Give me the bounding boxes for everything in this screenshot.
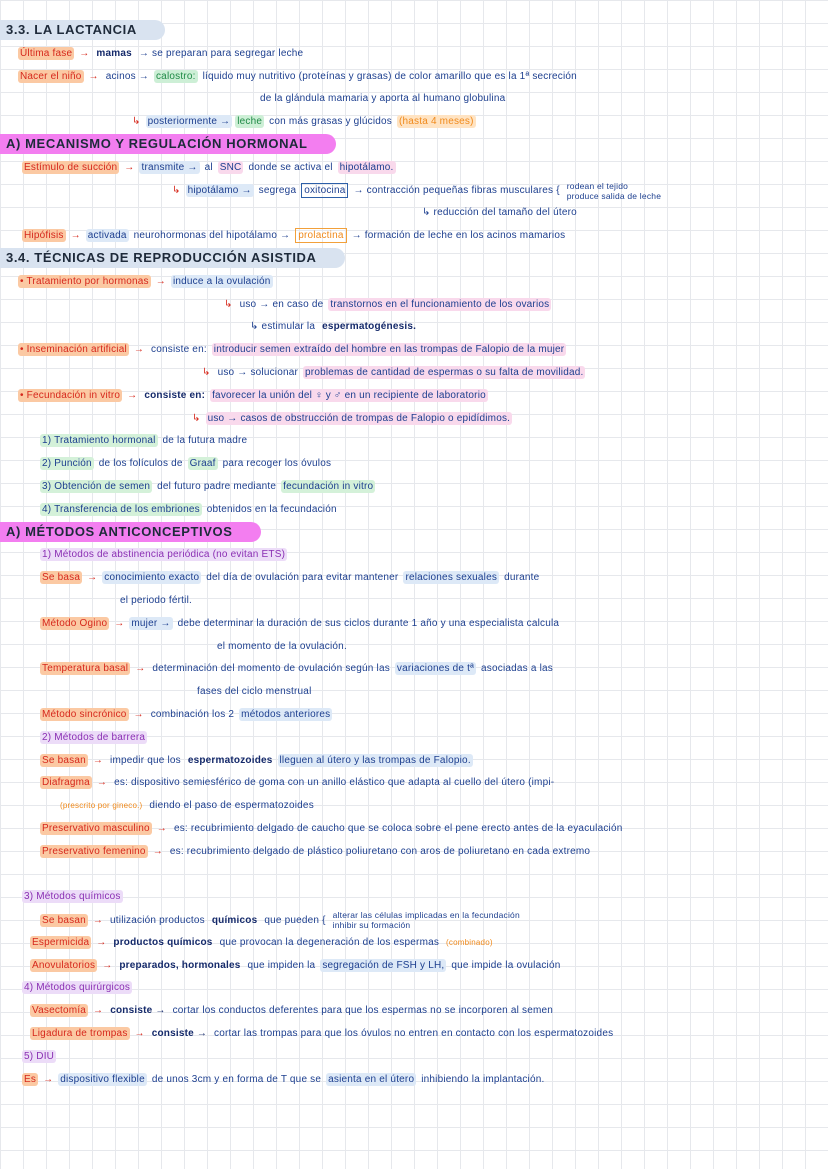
arrow-icon: ↳ [224, 298, 233, 310]
note-line [0, 271, 828, 294]
note-text: transmite → [141, 161, 198, 173]
note-text: utilización productos [110, 914, 205, 926]
note-line [0, 886, 828, 909]
note-text: uso → casos de obstrucción de trompas de Falopio o epidídimos. [207, 412, 511, 424]
note-text: acinos → [105, 70, 149, 82]
note-line [0, 111, 828, 134]
arrow-icon: ↳ [192, 412, 201, 424]
note-line [0, 66, 828, 89]
key-term: Nacer el niño [20, 70, 82, 82]
note-text: transtornos en el funcionamiento de los ovarios [330, 298, 550, 310]
note-line [0, 750, 828, 773]
arrow-icon: → [133, 344, 145, 356]
arrow-icon: → [114, 617, 125, 629]
note-text: consiste → [151, 1028, 208, 1040]
note-text: de unos 3cm y en forma de T que se [151, 1073, 322, 1085]
arrow-icon: → [127, 389, 138, 401]
note-text: del día de ovulación para evitar mantener [206, 572, 399, 584]
note-line [0, 863, 828, 886]
arrow-icon: → [102, 959, 113, 971]
arrow-icon: → [96, 936, 107, 948]
note-line [0, 704, 828, 727]
section-heading-text: A) MÉTODOS ANTICONCEPTIVOS [0, 522, 261, 542]
note-line [0, 727, 828, 750]
note-text: variaciones de tª [396, 663, 475, 675]
key-term: • Inseminación artificial [20, 344, 127, 356]
key-term: Método sincrónico [42, 708, 127, 720]
note-text: fecundación in vitro [283, 480, 374, 492]
key-term: Vasectomía [32, 1005, 87, 1017]
note-text: ↳ reducción del tamaño del útero [422, 207, 577, 219]
key-term: Hipófisis [24, 230, 64, 242]
arrow-icon: → [134, 1028, 145, 1040]
subsection-title: 4) Métodos quirúrgicos [24, 982, 131, 994]
note-text: consiste en: [151, 344, 207, 356]
key-term: Última fase [20, 47, 73, 59]
note-text: métodos anteriores [241, 708, 331, 720]
note-line [0, 1000, 828, 1023]
note-line [0, 590, 828, 613]
note-line [0, 88, 828, 111]
key-term: Se basa [42, 572, 81, 584]
key-term: Método Ogino [42, 617, 108, 629]
note-line [0, 362, 828, 385]
arrow-icon: → [152, 845, 163, 857]
note-text: Graaf [189, 458, 216, 470]
note-text: consiste → [110, 1005, 166, 1017]
note-text: hipotálamo. [339, 161, 394, 173]
key-term: • Tratamiento por hormonas [20, 275, 149, 287]
note-line [0, 294, 828, 317]
note-text: durante [504, 572, 540, 584]
key-term: Preservativo femenino [42, 845, 146, 857]
key-term: Estímulo de succión [24, 161, 118, 173]
note-text: (hasta 4 meses) [398, 116, 474, 128]
note-line [0, 841, 828, 864]
note-text: con más grasas y glúcidos [269, 116, 392, 128]
key-term: Se basan [42, 754, 86, 766]
section-heading [0, 522, 828, 545]
note-text: del futuro padre mediante [157, 480, 277, 492]
note-text: 2) Punción [42, 458, 92, 470]
note-text: asienta en el útero [328, 1073, 415, 1085]
subsection-title: 2) Métodos de barrera [42, 731, 146, 743]
section-heading [0, 248, 828, 271]
note-text: que impide la ovulación [451, 959, 561, 971]
note-text: líquido muy nutritivo (proteínas y grasas) de color amarillo que es la 1ª secreción [202, 70, 577, 82]
note-text: químicos [211, 914, 258, 926]
note-text: conocimiento exacto [104, 572, 200, 584]
note-text: fases del ciclo menstrual [197, 686, 312, 698]
note-text: impedir que los [110, 754, 181, 766]
note-text: favorecer la unión del ♀ y ♂ en un recipiente de laboratorio [212, 389, 486, 401]
note-line [0, 909, 828, 932]
note-text: para recoger los óvulos [222, 458, 332, 470]
note-text: inhibiendo la implantación. [421, 1073, 545, 1085]
note-line [0, 795, 828, 818]
note-text: segregación de FSH y LH, [322, 959, 445, 971]
note-text: que provocan la degeneración de los espermas [219, 936, 440, 948]
note-text: de la futura madre [162, 435, 248, 447]
arrow-icon: → [93, 1005, 104, 1017]
note-text: cortar las trompas para que los óvulos no entren en contacto con los espermatozoides [214, 1028, 614, 1040]
note-line [0, 681, 828, 704]
note-text: de la glándula mamaria y aporta al humano globulina [260, 93, 506, 105]
boxed-term: prolactina [295, 228, 346, 243]
section-heading-text: A) MECANISMO Y REGULACIÓN HORMONAL [0, 134, 336, 154]
subsection-title: 5) DIU [24, 1050, 55, 1062]
arrow-icon: → [135, 663, 146, 675]
note-line [0, 202, 828, 225]
note-line [0, 316, 828, 339]
note-text: es: dispositivo semiesférico de goma con un anillo elástico que adapta al cuello del útero (impi- [114, 777, 555, 789]
note-text: introducir semen extraído del hombre en las trompas de Falopio de la mujer [213, 344, 565, 356]
key-term: Preservativo masculino [42, 822, 150, 834]
note-text: → se preparan para segregar leche [138, 47, 304, 59]
note-text: de los folículos de [98, 458, 183, 470]
note-text: calostro: [155, 70, 196, 82]
arrow-icon: ↳ [132, 116, 141, 128]
note-text: productos químicos [113, 936, 213, 948]
note-text: mujer → [131, 617, 171, 629]
key-term: Diafragma [42, 777, 90, 789]
note-text: espermatozoides [187, 754, 273, 766]
note-line [0, 430, 828, 453]
note-line [0, 43, 828, 66]
note-line [0, 476, 828, 499]
note-line [0, 567, 828, 590]
annotation: (combinado) [446, 937, 493, 947]
note-text: → contracción pequeñas fibras musculares { [353, 185, 560, 197]
note-line [0, 499, 828, 522]
arrow-icon: → [70, 230, 81, 242]
note-text: uso → solucionar [217, 366, 299, 378]
note-text: preparados, hormonales [119, 959, 241, 971]
note-line [0, 180, 828, 203]
key-term: Espermicida [32, 936, 90, 948]
arrow-icon: ↳ [172, 185, 181, 197]
section-heading-text: 3.4. TÉCNICAS DE REPRODUCCIÓN ASISTIDA [0, 248, 345, 268]
note-text: el periodo fértil. [120, 594, 192, 606]
note-line [0, 977, 828, 1000]
note-text: relaciones sexuales [405, 572, 498, 584]
arrow-icon: → [155, 275, 166, 287]
note-text: SNC [219, 161, 242, 173]
annotation: (prescrito por gineco.) [60, 801, 143, 811]
note-line [0, 408, 828, 431]
section-heading [0, 134, 828, 157]
note-text: leche [237, 116, 263, 128]
arrow-icon: → [156, 822, 167, 834]
note-line [0, 818, 828, 841]
arrow-icon: → [43, 1073, 54, 1085]
brace-options: rodean el tejido produce salida de leche [566, 180, 662, 201]
arrow-icon: → [96, 777, 108, 789]
section-heading-text: 3.3. LA LACTANCIA [0, 20, 165, 40]
note-text: 1) Tratamiento hormonal [42, 435, 156, 447]
section-heading [0, 20, 828, 43]
note-text: lleguen al útero y las trompas de Falopio. [279, 754, 471, 766]
note-text: uso → en caso de [239, 298, 324, 310]
note-text: neurohormonas del hipotálamo → [133, 230, 291, 242]
key-term: Anovulatorios [32, 959, 96, 971]
arrow-icon: ↳ [202, 366, 211, 378]
note-text: consiste en: [144, 389, 206, 401]
note-text: que impiden la [247, 959, 316, 971]
note-text: dispositivo flexible [60, 1073, 145, 1085]
note-text: ↳ estimular la [250, 321, 316, 333]
note-text: es: recubrimiento delgado de plástico poliuretano con aros de poliuretano en cada extremo [169, 845, 591, 857]
subsection-title: 1) Métodos de abstinencia periódica (no evitan ETS) [42, 549, 286, 561]
note-text: 3) Obtención de semen [42, 480, 151, 492]
note-text: al [204, 161, 213, 173]
key-term: Es [24, 1073, 37, 1085]
brace-options: alterar las células implicadas en la fecundación inhibir su formación [332, 910, 520, 931]
note-text: cortar los conductos deferentes para que los espermas no se incorporen al semen [172, 1005, 554, 1017]
note-line [0, 1023, 828, 1046]
note-text: que pueden { [264, 914, 326, 926]
note-text: hipotálamo → [187, 185, 252, 197]
note-line [0, 453, 828, 476]
arrow-icon: → [92, 754, 104, 766]
arrow-icon: → [124, 161, 135, 173]
note-line [0, 157, 828, 180]
arrow-icon: → [88, 70, 99, 82]
note-text: posteriormente → [147, 116, 231, 128]
note-line [0, 225, 828, 248]
note-text: asociadas a las [481, 663, 553, 675]
note-line [0, 932, 828, 955]
note-line [0, 385, 828, 408]
note-text: → formación de leche en los acinos mamarios [351, 230, 566, 242]
note-text: donde se activa el [248, 161, 333, 173]
note-text: diendo el paso de espermatozoides [149, 800, 314, 812]
note-text: el momento de la ovulación. [217, 640, 347, 652]
boxed-term: oxitocina [301, 183, 348, 198]
note-text: segrega [258, 185, 297, 197]
note-text: es: recubrimiento delgado de caucho que se coloca sobre el pene erecto antes de la eyaculación [173, 822, 623, 834]
note-text: combinación los 2 [150, 708, 235, 720]
note-text: mamas [96, 47, 132, 59]
note-line [0, 613, 828, 636]
key-term: Se basan [42, 914, 86, 926]
note-line [0, 955, 828, 978]
arrow-icon: → [87, 572, 98, 584]
key-term: Temperatura basal [42, 663, 129, 675]
note-line [0, 772, 828, 795]
note-text: problemas de cantidad de espermas o su falta de movilidad. [305, 366, 584, 378]
note-text: induce a la ovulación [172, 275, 271, 287]
note-text: determinación del momento de ovulación según las [152, 663, 390, 675]
note-line [0, 339, 828, 362]
note-text: espermatogénesis. [322, 321, 417, 333]
note-text: debe determinar la duración de sus ciclos durante 1 año y una especialista calcula [177, 617, 560, 629]
note-line [0, 1046, 828, 1069]
subsection-title: 3) Métodos químicos [24, 891, 121, 903]
arrow-icon: → [92, 914, 104, 926]
note-line [0, 636, 828, 659]
key-term: • Fecundación in vitro [20, 389, 121, 401]
note-line [0, 544, 828, 567]
key-term: Ligadura de trompas [32, 1028, 128, 1040]
note-line [0, 1069, 828, 1092]
note-text: activada [87, 230, 127, 242]
note-text: obtenidos en la fecundación [206, 503, 337, 515]
arrow-icon: → [79, 47, 90, 59]
note-text: 4) Transferencia de los embriones [42, 503, 200, 515]
note-line [0, 658, 828, 681]
arrow-icon: → [133, 708, 144, 720]
